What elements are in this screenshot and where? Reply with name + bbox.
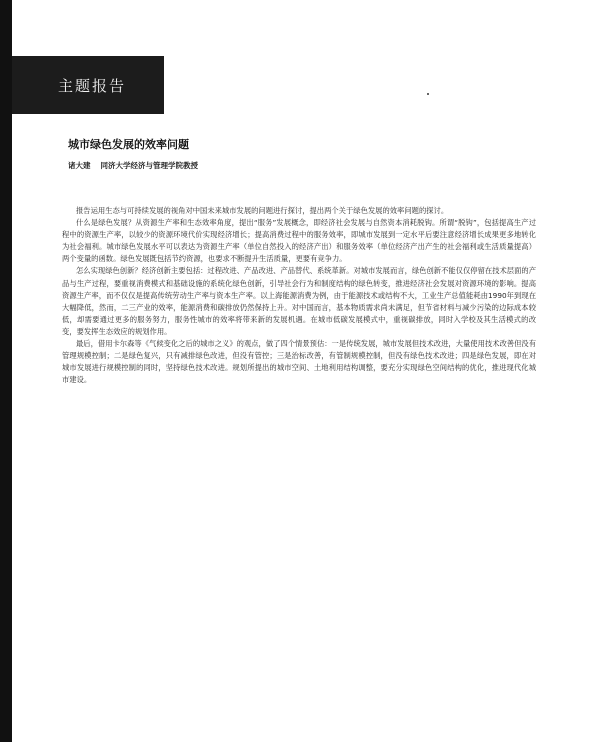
paragraph-1: 报告运用生态与可持续发展的视角对中国未来城市发展的问题进行探讨，提出两个关于绿色发展的效率问题的探讨。 [76,206,449,215]
paragraph-4: 最后，借用卡尔森等《气候变化之后的城市之义》的观点，做了四个情景预估：一是传统发展，城市发展但技术改进，大量使用技术改善但没有管理规模控制；二是绿色复兴，只有减排绿色改进，但没有管控；三是治标改善，有管制规模控制，但没有绿色技术改进；四是绿色发展，即在对城市发展进行规模控制的同时，坚持绿色技术改进。规划所提出的城市空间、土地利用结构调整，要充分实现绿色空间结构的优化，推进现代化城市建设。 [62,339,536,385]
section-title: 主题报告 [58,77,127,95]
paragraph-2: 什么是绿色发展？从资源生产率和生态效率角度，提出“服务”发展概念，即经济社会发展与自然资本消耗脱钩。所谓“脱钩”，包括提高生产过程中的资源生产率，以较少的资源环境代价实现经济增长；提高消费过程中的服务效率，即城市发展到一定水平后要注意经济增长成果更多地转化为社会福利。城市绿色发展水平可以表达为资源生产率（单位自然投入的经济产出）和服务效率（单位经济产出产生的社会福利或生活质量提高）两个变量的函数。绿色发展既包括节约资源，也要求不断提升生活质量，更要有竞争力。 [62,218,536,264]
byline [68,160,198,171]
author-affiliation: 同济大学经济与管理学院教授 [100,161,198,170]
article-body [62,205,536,386]
author-name: 诸大建 [68,161,91,170]
left-margin-bar [0,0,12,742]
scan-dot [427,93,429,95]
article-title: 城市绿色发展的效率问题 [68,138,189,151]
paragraph-3: 怎么实现绿色创新？经济创新主要包括：过程改进、产品改进、产品替代、系统革新。对城市发展而言，绿色创新不能仅仅停留在技术层面的产品与生产过程，要重视消费模式和基础设施的系统化绿色创新，引导社会行为和制度结构的绿色转变，推进经济社会发展对资源环境的影响。提高资源生产率，而不仅仅是提高传统劳动生产率与资本生产率。以上海能源消费为例，由于能源技术或结构不大，工业生产总值能耗由1990年到现在大幅降低，然而，二三产业的效率，能源消费和碳排放仍然保持上升。对中国而言，基本物质需求尚未满足，但节省材料与减少污染的边际成本较低，却需要通过更多的服务努力，服务性城市的效率将带来新的发展机遇。在城市低碳发展模式中，重视碳排放，同时入学校及其生活模式的改变，要发挥生态效应的规划作用。 [62,266,536,336]
